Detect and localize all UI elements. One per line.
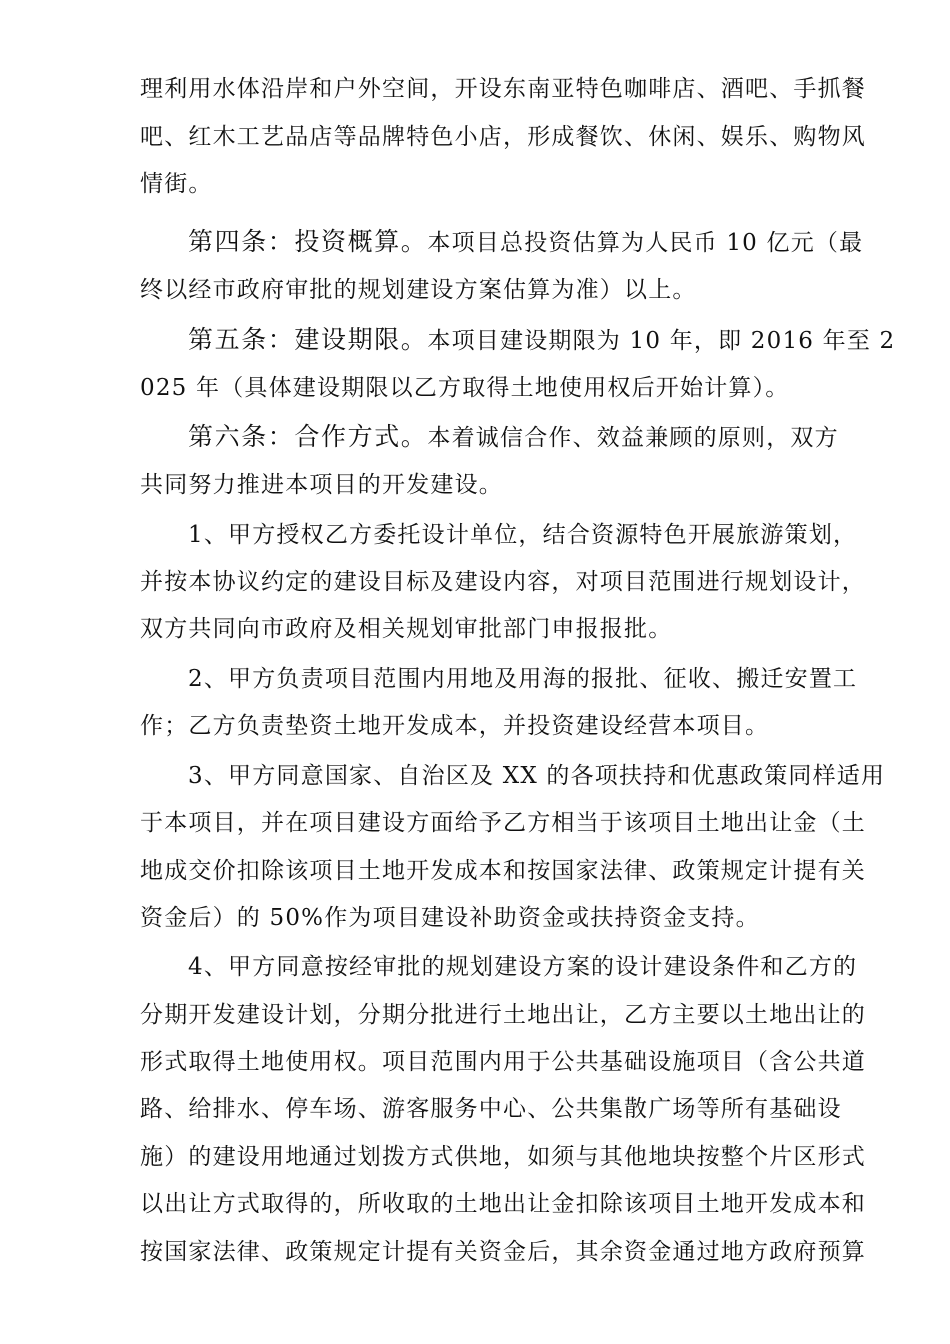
- paragraph-line: 分期开发建设计划，分期分批进行土地出让，乙方主要以土地出让的: [140, 1002, 866, 1028]
- article-heading: 第四条：投资概算。: [188, 227, 428, 256]
- paragraph-line: 吧、红木工艺品店等品牌特色小店，形成餐饮、休闲、娱乐、购物风: [140, 124, 866, 150]
- paragraph-line: 按国家法律、政策规定计提有关资金后，其余资金通过地方政府预算: [140, 1239, 866, 1265]
- paragraph-line: 作；乙方负责垫资土地开发成本，并投资建设经营本项目。: [140, 713, 770, 739]
- paragraph-line: 2、甲方负责项目范围内用地及用海的报批、征收、搬迁安置工: [188, 666, 858, 692]
- paragraph-line: 终以经市政府审批的规划建设方案估算为准）以上。: [140, 277, 697, 303]
- paragraph-line: 3、甲方同意国家、自治区及 XX 的各项扶持和优惠政策同样适用: [188, 763, 886, 789]
- paragraph-line: 路、给排水、停车场、游客服务中心、公共集散广场等所有基础设: [140, 1096, 842, 1122]
- paragraph-line: 025 年（具体建设期限以乙方取得土地使用权后开始计算）。: [140, 375, 790, 401]
- article-6-first-line: [188, 414, 950, 460]
- article-4-first-line: [188, 219, 950, 265]
- article-heading: 第五条：建设期限。: [188, 325, 428, 354]
- article-heading: 第六条：合作方式。: [188, 422, 428, 451]
- paragraph-line: 本项目建设期限为 10 年，即 2016 年至 2: [427, 328, 896, 354]
- paragraph-line: 本项目总投资估算为人民币 10 亿元（最: [427, 230, 864, 256]
- paragraph-line: 施）的建设用地通过划拨方式供地，如须与其他地块按整个片区形式: [140, 1144, 866, 1170]
- paragraph-line: 于本项目，并在项目建设方面给予乙方相当于该项目土地出让金（土: [140, 810, 866, 836]
- paragraph-line: 共同努力推进本项目的开发建设。: [140, 472, 503, 498]
- paragraph-line: 以出让方式取得的，所收取的土地出让金扣除该项目土地开发成本和: [140, 1191, 866, 1217]
- paragraph-line: 4、甲方同意按经审批的规划建设方案的设计建设条件和乙方的: [188, 954, 858, 980]
- paragraph-line: 资金后）的 50%作为项目建设补助资金或扶持资金支持。: [140, 905, 760, 931]
- article-5-first-line: [188, 317, 950, 363]
- paragraph-line: 本着诚信合作、效益兼顾的原则，双方: [427, 425, 839, 451]
- paragraph-line: 双方共同向市政府及相关规划审批部门申报报批。: [140, 616, 673, 642]
- paragraph-line: 形式取得土地使用权。项目范围内用于公共基础设施项目（含公共道: [140, 1049, 866, 1075]
- paragraph-line: 情街。: [140, 171, 213, 197]
- paragraph-line: 地成交价扣除该项目土地开发成本和按国家法律、政策规定计提有关: [140, 858, 866, 884]
- paragraph-line: 并按本协议约定的建设目标及建设内容，对项目范围进行规划设计，: [140, 569, 866, 595]
- paragraph-line: 理利用水体沿岸和户外空间，开设东南亚特色咖啡店、酒吧、手抓餐: [140, 76, 866, 102]
- paragraph-line: 1、甲方授权乙方委托设计单位，结合资源特色开展旅游策划，: [188, 522, 858, 548]
